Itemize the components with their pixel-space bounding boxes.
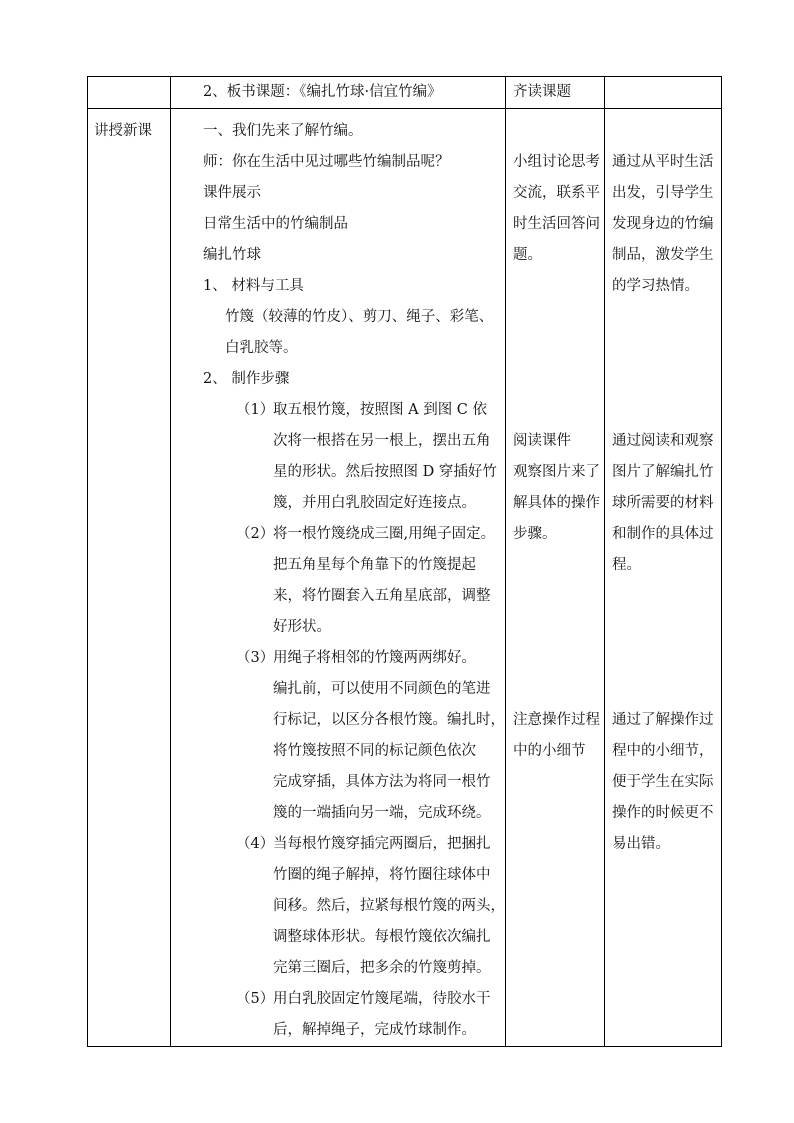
step-text: 调整球体形状。每根竹篾依次编扎 bbox=[273, 929, 491, 945]
header-col3-cell bbox=[506, 77, 605, 109]
cell-text-line: 的学习热情。 bbox=[612, 278, 699, 294]
intention-group-1 bbox=[612, 147, 721, 302]
cell-text-line: 和制作的具体过 bbox=[612, 526, 714, 542]
header-col2-cell bbox=[171, 77, 506, 109]
cell-text-line: 题。 bbox=[513, 247, 542, 263]
cell-text-line: 解具体的操作 bbox=[513, 495, 600, 511]
cell-text-line: 步骤。 bbox=[513, 526, 557, 542]
cell-text-line: 时生活回答问 bbox=[513, 216, 600, 232]
steps-list bbox=[203, 395, 505, 1046]
step-text: 竹圈的绳子解掉，将竹圈往球体中 bbox=[273, 867, 491, 883]
step-row bbox=[203, 829, 505, 860]
cell-text-line: 图片了解编扎竹 bbox=[612, 464, 714, 480]
lesson-plan-table bbox=[87, 76, 722, 1047]
step-number: （2） bbox=[236, 526, 275, 542]
step-row bbox=[203, 643, 505, 674]
step-text: 将竹篾按照不同的标记颜色依次 bbox=[273, 743, 476, 759]
activity-group-2 bbox=[513, 426, 604, 550]
cell-text-line: 便于学生在实际 bbox=[612, 774, 714, 790]
cell-text-line: 注意操作过程 bbox=[513, 712, 600, 728]
step-text: 用白乳胶固定竹篾尾端，待胶水干 bbox=[273, 991, 491, 1007]
step-text: 间移。然后，拉紧每根竹篾的两头， bbox=[273, 898, 505, 914]
activity-group-1 bbox=[513, 147, 604, 271]
header-col4-cell bbox=[605, 77, 722, 109]
cell-text-line: 小组讨论思考 bbox=[513, 154, 600, 170]
intention-group-2 bbox=[612, 426, 721, 581]
cell-text-line: 操作的时候更不 bbox=[612, 805, 714, 821]
steps-title: 2、 制作步骤 bbox=[203, 371, 290, 387]
step-text: 编扎前，可以使用不同颜色的笔进 bbox=[273, 681, 491, 697]
step-text: 取五根竹篾，按照图 A 到图 C 依 bbox=[273, 402, 488, 418]
activity-group-3 bbox=[513, 705, 604, 767]
cell-text-line: 程中的小细节， bbox=[612, 743, 714, 759]
main-row bbox=[88, 109, 722, 1047]
step-text: 用绳子将相邻的竹篾两两绑好。 bbox=[273, 650, 476, 666]
materials-line: 白乳胶等。 bbox=[225, 340, 298, 356]
cell-text-line: 制品，激发学生 bbox=[612, 247, 714, 263]
step-text: 星的形状。然后按照图 D 穿插好竹 bbox=[273, 464, 497, 480]
weave-ball-text: 编扎竹球 bbox=[203, 247, 261, 263]
daily-items-text: 日常生活中的竹编制品 bbox=[203, 216, 348, 232]
step-row bbox=[203, 984, 505, 1015]
step-text: 将一根竹篾绕成三圈,用绳子固定。 bbox=[273, 526, 496, 542]
step-text: 把五角星每个角靠下的竹篾提起 bbox=[273, 557, 476, 573]
cell-text-line: 程。 bbox=[612, 557, 641, 573]
step-number: （4） bbox=[236, 836, 275, 852]
step-text: 后，解掉绳子，完成竹球制作。 bbox=[273, 1022, 476, 1038]
cell-text-line: 观察图片来了 bbox=[513, 464, 600, 480]
cell-text-line: 易出错。 bbox=[612, 836, 670, 852]
step-text: 次将一根搭在另一根上，摆出五角 bbox=[273, 433, 491, 449]
step-row bbox=[203, 395, 505, 426]
cell-text-line: 通过阅读和观察 bbox=[612, 433, 714, 449]
cell-text-line: 中的小细节 bbox=[513, 743, 586, 759]
step-text: 篾，并用白乳胶固定好连接点。 bbox=[273, 495, 476, 511]
intentions-cell bbox=[605, 109, 722, 1047]
step-text: 当每根竹篾穿插完两圈后，把捆扎 bbox=[273, 836, 491, 852]
intro-text: 一、我们先来了解竹编。 bbox=[203, 123, 363, 139]
materials-line: 竹篾（较薄的竹皮）、剪刀、绳子、彩笔、 bbox=[225, 309, 494, 325]
section-label-cell bbox=[88, 109, 171, 1047]
step-text: 完成穿插，具体方法为将同一根竹 bbox=[273, 774, 491, 790]
step-number: （1） bbox=[236, 402, 275, 418]
cell-text-line: 球所需要的材料 bbox=[612, 495, 714, 511]
header-col1-cell bbox=[88, 77, 171, 109]
step-text: 篾的一端插向另一端，完成环绕。 bbox=[273, 805, 491, 821]
board-title-text: 2、板书课题：《编扎竹球·信宜竹编》 bbox=[203, 84, 442, 100]
question-text: 师：你在生活中见过哪些竹编制品呢？ bbox=[203, 154, 450, 170]
cell-text-line: 交流，联系平 bbox=[513, 185, 600, 201]
header-row bbox=[88, 77, 722, 109]
cell-text-line: 通过从平时生活 bbox=[612, 154, 714, 170]
read-title-text: 齐读课题 bbox=[513, 84, 571, 100]
step-row bbox=[203, 519, 505, 550]
step-text: 好形状。 bbox=[273, 619, 331, 635]
activities-cell bbox=[506, 109, 605, 1047]
section-label: 讲授新课 bbox=[94, 123, 152, 139]
step-text: 来，将竹圈套入五角星底部，调整 bbox=[273, 588, 491, 604]
intention-group-3 bbox=[612, 705, 721, 860]
step-text: 完第三圈后，把多余的竹篾剪掉。 bbox=[273, 960, 491, 976]
step-number: （5） bbox=[236, 991, 275, 1007]
courseware-text: 课件展示 bbox=[203, 185, 261, 201]
materials-title: 1、 材料与工具 bbox=[203, 278, 304, 294]
cell-text-line: 通过了解操作过 bbox=[612, 712, 714, 728]
step-number: （3） bbox=[236, 650, 275, 666]
content-cell bbox=[171, 109, 506, 1047]
cell-text-line: 出发，引导学生 bbox=[612, 185, 714, 201]
step-text: 行标记，以区分各根竹篾。编扎时， bbox=[273, 712, 505, 728]
cell-text-line: 阅读课件 bbox=[513, 433, 571, 449]
cell-text-line: 发现身边的竹编 bbox=[612, 216, 714, 232]
